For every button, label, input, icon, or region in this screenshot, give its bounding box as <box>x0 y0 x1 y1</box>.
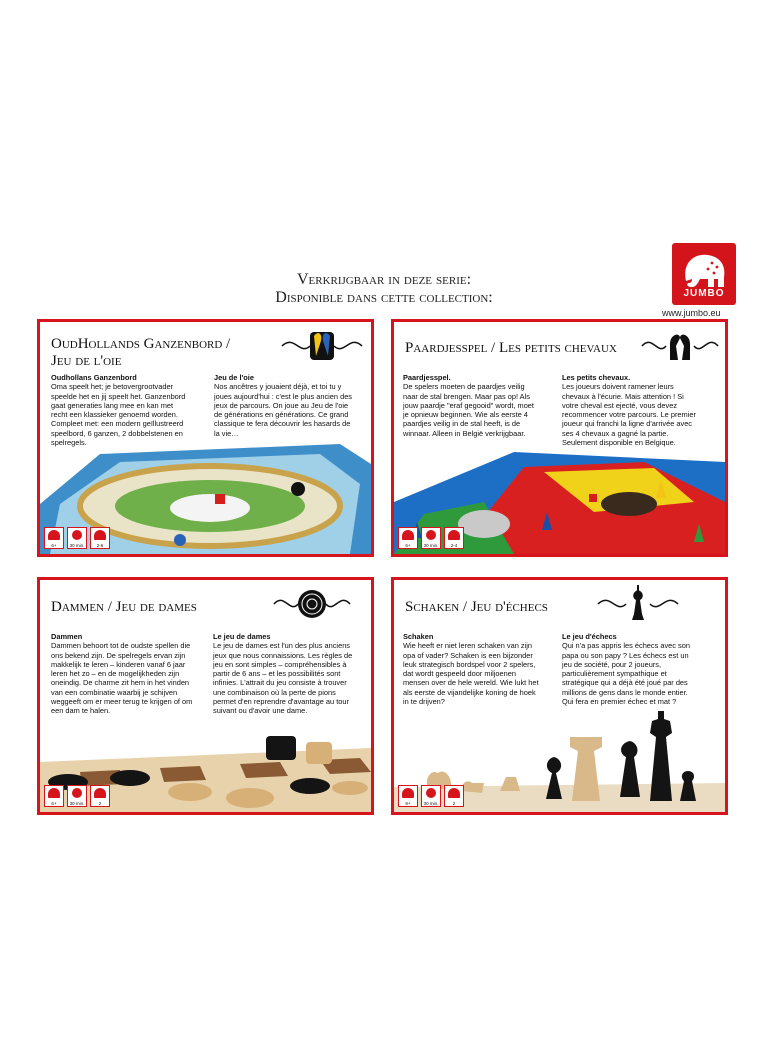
website-url: www.jumbo.eu <box>662 308 721 318</box>
text-nl <box>403 632 541 706</box>
nl-body: Wie heeft er niet leren schaken van zijn opa of vader? Schaken is een bijzonder leuk strategisch bordspel voor 2 spelers, dat wordt gespeeld door miljoenen mensen over de hele wereld. Wie lukt het als eerste de vijandelijke koning de hoek in te drijven? <box>403 641 539 707</box>
card-ganzenbord <box>37 319 374 557</box>
time-badge: 30 min. <box>67 785 87 807</box>
fr-body: Le jeu de dames est l'un des plus anciens jeux que nous connaissions. Les règles de jeu en sont simples – compréhensibles à partir de 6 ans – et les possibilités sont infinies. L'attrait du jeu consiste à trouver une combinaison où la perte de pions permet d'en reprendre d'avantage au tour suivant ou d'avoir une dame. <box>213 641 353 716</box>
fr-body: Qui n'a pas appris les échecs avec son papa ou son papy ? Les échecs est un jeu de société, pour 2 joueurs, particulièrement sympathique et stratégique qui a déjà été joué par des millions de gens dans le monde entier. Qui fera en premier échec et mat ? <box>562 641 690 707</box>
title-line-1: Dammen / Jeu de dames <box>51 599 197 615</box>
card-title <box>51 599 197 616</box>
age-badge: 6+ <box>398 527 418 549</box>
players-badge: 2 <box>444 785 464 807</box>
fr-body: Nos ancêtres y jouaient déjà, et toi tu y joues aujourd'hui : c'est le plus ancien des jeux de parcours. On joue au Jeu de l'oie de générations en générations. Ce grand classique te fera découvrir les hasards de la vie… <box>214 382 352 438</box>
nl-heading: Paardjesspel. <box>403 373 451 382</box>
card-title <box>405 599 548 616</box>
players-badge: 2-6 <box>90 527 110 549</box>
fr-heading: Les petits chevaux. <box>562 373 631 382</box>
text-nl <box>51 373 189 447</box>
text-nl <box>403 373 541 438</box>
nl-heading: Dammen <box>51 632 83 641</box>
title-line-1: OudHollands Ganzenbord / <box>51 336 231 352</box>
text-fr <box>213 632 359 716</box>
badge-row <box>398 785 464 807</box>
goose-emblem-icon <box>280 326 364 366</box>
checker-emblem-icon <box>272 584 352 624</box>
card-dammen <box>37 577 374 815</box>
title-line-2: Jeu de l'oie <box>51 353 122 369</box>
card-paardjesspel <box>391 319 728 557</box>
horse-emblem-icon <box>640 326 720 366</box>
time-badge: 30 min. <box>67 527 87 549</box>
text-fr <box>562 632 700 706</box>
text-fr <box>214 373 352 438</box>
series-heading <box>0 271 768 307</box>
card-schaken <box>391 577 728 815</box>
nl-body: Dammen behoort tot de oudste spellen die ons bekend zijn. De spelregels ervan zijn makkelijk te leren – kinderen vanaf 6 jaar leren het zo – en de mogelijkheden zijn oneindig. De charme zit hem in het vinden van een combinatie waarbij je schijven weggeeft om er meer terug te krijgen of om een dam te halen. <box>51 641 193 716</box>
age-badge: 6+ <box>44 527 64 549</box>
badge-row <box>44 527 110 549</box>
badge-row <box>44 785 110 807</box>
jumbo-logo <box>672 243 736 305</box>
fr-heading: Jeu de l'oie <box>214 373 254 382</box>
players-badge: 2-4 <box>444 527 464 549</box>
card-title <box>405 340 617 357</box>
fr-heading: Le jeu d'échecs <box>562 632 617 641</box>
age-badge: 6+ <box>44 785 64 807</box>
title-line-1: Schaken / Jeu d'échecs <box>405 599 548 615</box>
time-badge: 30 min. <box>421 527 441 549</box>
logo-text: JUMBO <box>683 288 725 299</box>
nl-body: Oma speelt het; je betovergrootvader speelde het en jij speelt het. Ganzenbord gaat generaties lang mee en kan met recht een klassieker genoemd worden. Compleet met: een modern geïllustreerd speelbord, 6 ganzen, 2 dobbelstenen en spelregels. <box>51 382 186 448</box>
nl-heading: Schaken <box>403 632 434 641</box>
heading-fr: Disponible dans cette collection: <box>275 289 493 306</box>
age-badge: 8+ <box>398 785 418 807</box>
players-badge: 2 <box>90 785 110 807</box>
nl-body: De spelers moeten de paardjes veilig naar de stal brengen. Maar pas op! Als jouw paardje "eraf gegooid" wordt, moet je opnieuw beginnen. Wie als eerste 4 paardjes veilig in de stal heeft, is de winnaar. Alleen in België verkrijgbaar. <box>403 382 534 438</box>
time-badge: 30 min. <box>421 785 441 807</box>
nl-heading: Oudhollans Ganzenbord <box>51 373 137 382</box>
badge-row <box>398 527 464 549</box>
text-nl <box>51 632 193 716</box>
title-line-1: Paardjesspel / Les petits chevaux <box>405 340 617 356</box>
card-title <box>51 336 230 370</box>
heading-nl: Verkrijgbaar in deze serie: <box>296 271 472 288</box>
text-fr <box>562 373 700 447</box>
fr-body: Les joueurs doivent ramener leurs chevaux à l'écurie. Mais attention ! Si votre cheval est ejecté, vous devez recommencer votre parcours. Le premier joueur qui franchi la ligne d'arrivée avec ses 4 chevaux a gagné la partie. Seulement disponible en Belgique. <box>562 382 696 448</box>
chess-emblem-icon <box>596 584 680 624</box>
fr-heading: Le jeu de dames <box>213 632 271 641</box>
